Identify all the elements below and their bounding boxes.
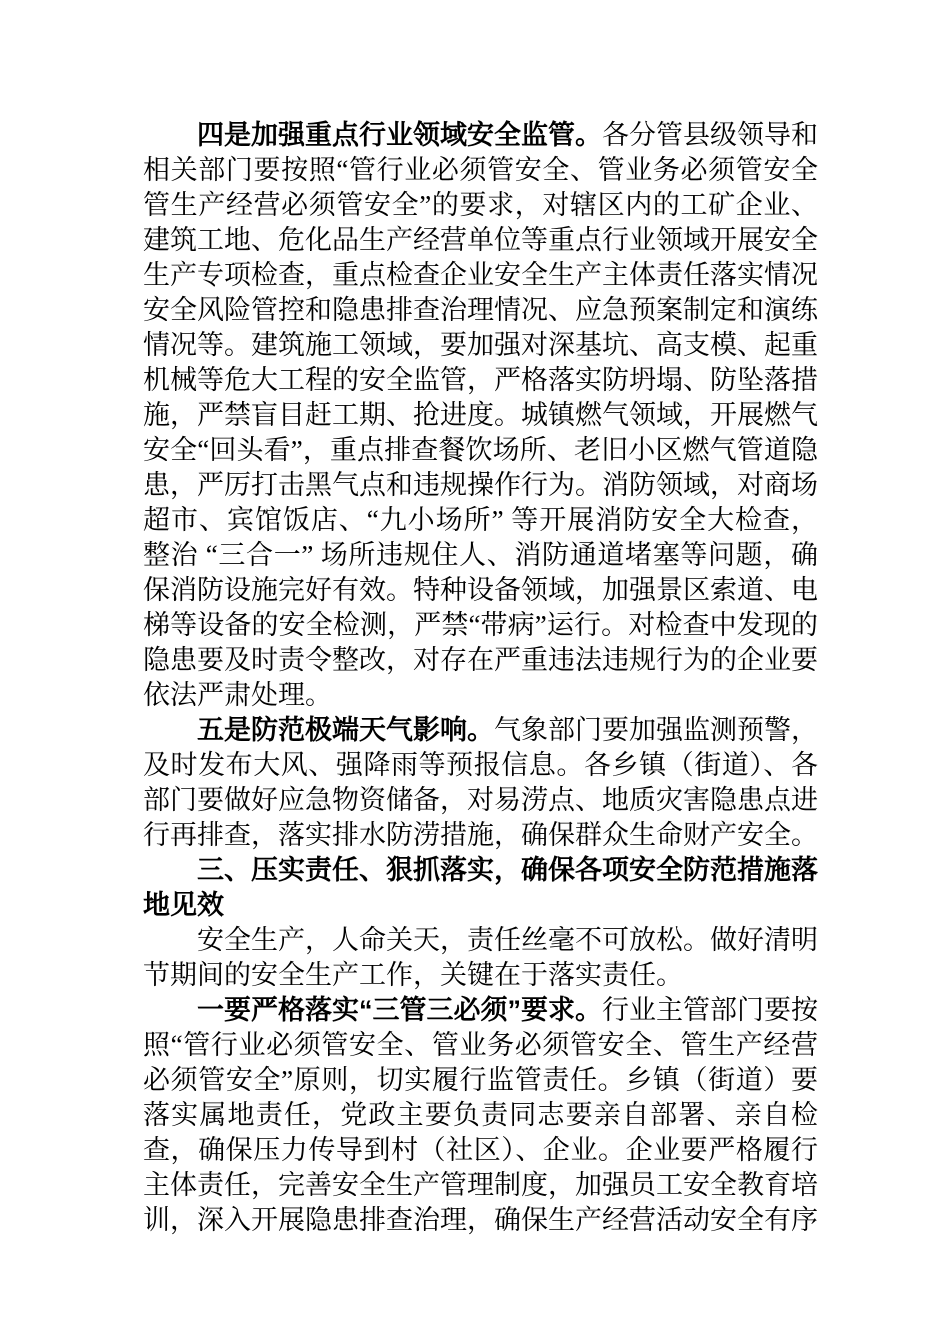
paragraph-requirement-1 <box>143 993 818 1238</box>
paragraph-text: 各分管县级领导和相关部门要按照“管行业必须管安全、管业务必须管安全管生产经营必须管安全”的要求，对辖区内的工矿企业、建筑工地、危化品生产经营单位等重点行业领域开展安全生产专项检查，重点检查企业安全生产主体责任落实情况安全风险管控和隐患排查治理情况、应急预案制定和演练情况等。建筑施工领域，要加强对深基坑、高支模、起重机械等危大工程的安全监管，严格落实防坍塌、防坠落措施，严禁盲目赶工期、抢进度。城镇燃气领域，开展燃气安全“回头看”，重点排查餐饮场所、老旧小区燃气管道隐患，严厉打击黑气点和违规操作行为。消防领域，对商场超市、宾馆饭店、“九小场所” 等开展消防安全大检查，整治 “三合一” 场所违规住人、消防通道堵塞等问题，确保消防设施完好有效。特种设备领域，加强景区索道、电梯等设备的安全检测，严禁“带病”运行。对检查中发现的隐患要及时责令整改，对存在严重违法违规行为的企业要依法严肃处理。 <box>143 120 818 710</box>
paragraph-text: 安全生产，人命关天，责任丝毫不可放松。做好清明节期间的安全生产工作，关键在于落实责任。 <box>143 925 818 990</box>
document-body <box>143 118 818 1238</box>
paragraph-lead-bold: 一要严格落实“三管三必须”要求。 <box>197 995 602 1025</box>
paragraph-lead-bold: 四是加强重点行业领域安全监管。 <box>197 120 602 150</box>
section-heading <box>143 853 818 923</box>
paragraph-text: 气象部门要加强监测预警，及时发布大风、强降雨等预报信息。各乡镇（街道）、各部门要做好应急物资储备，对易涝点、地质灾害隐患点进行再排查，落实排水防涝措施，确保群众生命财产安全。 <box>143 715 818 850</box>
paragraph-measure-5 <box>143 713 818 853</box>
paragraph-responsibility-intro <box>143 923 818 993</box>
paragraph-measure-4 <box>143 118 818 713</box>
section-heading-text: 三、压实责任、狠抓落实，确保各项安全防范措施落地见效 <box>143 855 818 920</box>
paragraph-text: 行业主管部门要按照“管行业必须管安全、管业务必须管安全、管生产经营必须管安全”原则，切实履行监管责任。乡镇（街道）要落实属地责任，党政主要负责同志要亲自部署、亲自检查，确保压力传导到村（社区）、企业。企业要严格履行主体责任，完善安全生产管理制度，加强员工安全教育培训，深入开展隐患排查治理，确保生产经营活动安全有序 <box>143 995 818 1235</box>
paragraph-lead-bold: 五是防范极端天气影响。 <box>197 715 494 745</box>
